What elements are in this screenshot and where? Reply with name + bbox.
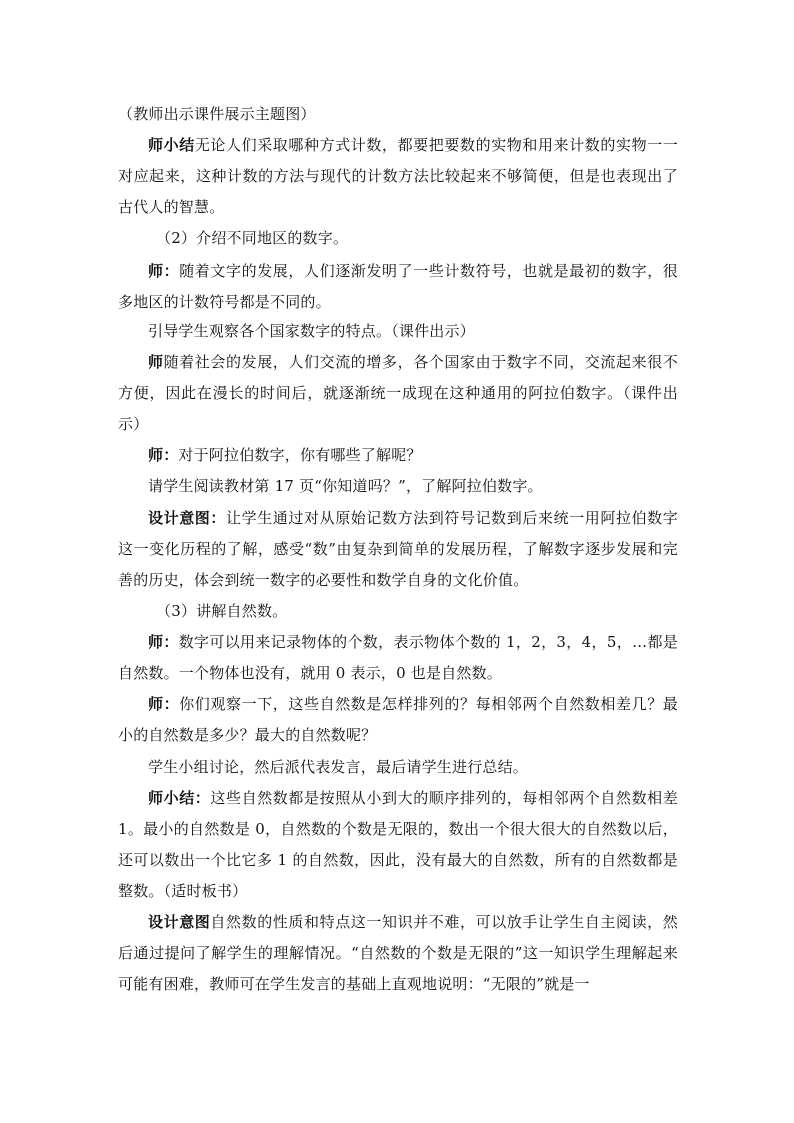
paragraph-section-3 <box>118 596 678 627</box>
paragraph-intro <box>118 99 678 130</box>
paragraph-text: 数字可以用来记录物体的个数，表示物体个数的 1，2，3，4，5，…都是自然数。一个物体也没有，就用 0 表示，0 也是自然数。 <box>118 633 678 682</box>
paragraph-reading <box>118 471 678 502</box>
paragraph-teacher-1 <box>118 256 678 318</box>
paragraph-text: 你们观察一下，这些自然数是怎样排列的？每相邻两个自然数相差几？最小的自然数是多少？最大的自然数呢？ <box>118 695 678 744</box>
paragraph-label: 设计意图 <box>148 913 211 931</box>
paragraph-section-2 <box>118 223 678 254</box>
paragraph-text: （2）介绍不同地区的数字。 <box>156 229 349 247</box>
paragraph-text: 对于阿拉伯数字，你有哪些了解呢？ <box>178 446 422 464</box>
paragraph-text: （教师出示课件展示主题图） <box>118 105 316 123</box>
paragraph-label: 师： <box>148 633 179 651</box>
paragraph-label: 师小结 <box>148 136 195 154</box>
paragraph-text: 自然数的性质和特点这一知识并不难，可以放手让学生自主阅读，然后通过提问了解学生的理解情况。“自然数的个数是无限的”这一知识学生理解起来可能有困难，教师可在学生发言的基础上直观地说明：“无限的”就是一 <box>118 913 678 993</box>
paragraph-label: 师小结： <box>148 789 211 807</box>
paragraph-text: 让学生通过对从原始记数方法到符号记数到后来统一用阿拉伯数字这一变化历程的了解，感受“数”由复杂到简单的发展历程，了解数字逐步发展和完善的历史，体会到统一数字的必要性和数学自身的文化价值。 <box>118 509 678 589</box>
paragraph-text: 学生小组讨论，然后派代表发言，最后请学生进行总结。 <box>148 758 529 776</box>
paragraph-label: 设计意图： <box>148 509 226 527</box>
paragraph-guide-1 <box>118 316 678 347</box>
paragraph-teacher-2 <box>118 347 678 440</box>
paragraph-summary-1 <box>118 130 678 223</box>
paragraph-label: 师： <box>148 262 180 280</box>
paragraph-teacher-3 <box>118 440 678 471</box>
paragraph-text: 无论人们采取哪种方式计数，都要把要数的实物和用来计数的实物一一对应起来，这种计数的方法与现代的计数方法比较起来不够简便，但是也表现出了古代人的智慧。 <box>118 136 678 216</box>
paragraph-text: 随着社会的发展，人们交流的增多，各个国家由于数字不同，交流起来很不方便，因此在漫长的时间后，就逐渐统一成现在这种通用的阿拉伯数字。（课件出示） <box>118 353 679 433</box>
paragraph-summary-2 <box>118 783 678 907</box>
paragraph-design-1 <box>118 503 678 596</box>
paragraph-label: 师： <box>148 446 179 464</box>
paragraph-teacher-5 <box>118 689 678 751</box>
paragraph-teacher-4 <box>118 627 678 689</box>
paragraph-design-2 <box>118 907 678 1000</box>
paragraph-label: 师： <box>148 695 180 713</box>
paragraph-label: 师 <box>148 353 164 371</box>
paragraph-discussion <box>118 752 678 783</box>
paragraph-text: 引导学生观察各个国家数字的特点。（课件出示） <box>148 322 475 340</box>
paragraph-text: 请学生阅读教材第 17 页“你知道吗？”，了解阿拉伯数字。 <box>148 477 543 495</box>
paragraph-text: 这些自然数都是按照从小到大的顺序排列的，每相邻两个自然数相差 1。最小的自然数是 0，自然数的个数是无限的，数出一个很大很大的自然数以后，还可以数出一个比它多 1 的自然数，因此，没有最大的自然数，所有的自然数都是整数。（适时板书） <box>118 789 678 900</box>
paragraph-text: （3）讲解自然数。 <box>156 602 288 620</box>
paragraph-text: 随着文字的发展，人们逐渐发明了一些计数符号，也就是最初的数字，很多地区的计数符号都是不同的。 <box>118 262 678 311</box>
